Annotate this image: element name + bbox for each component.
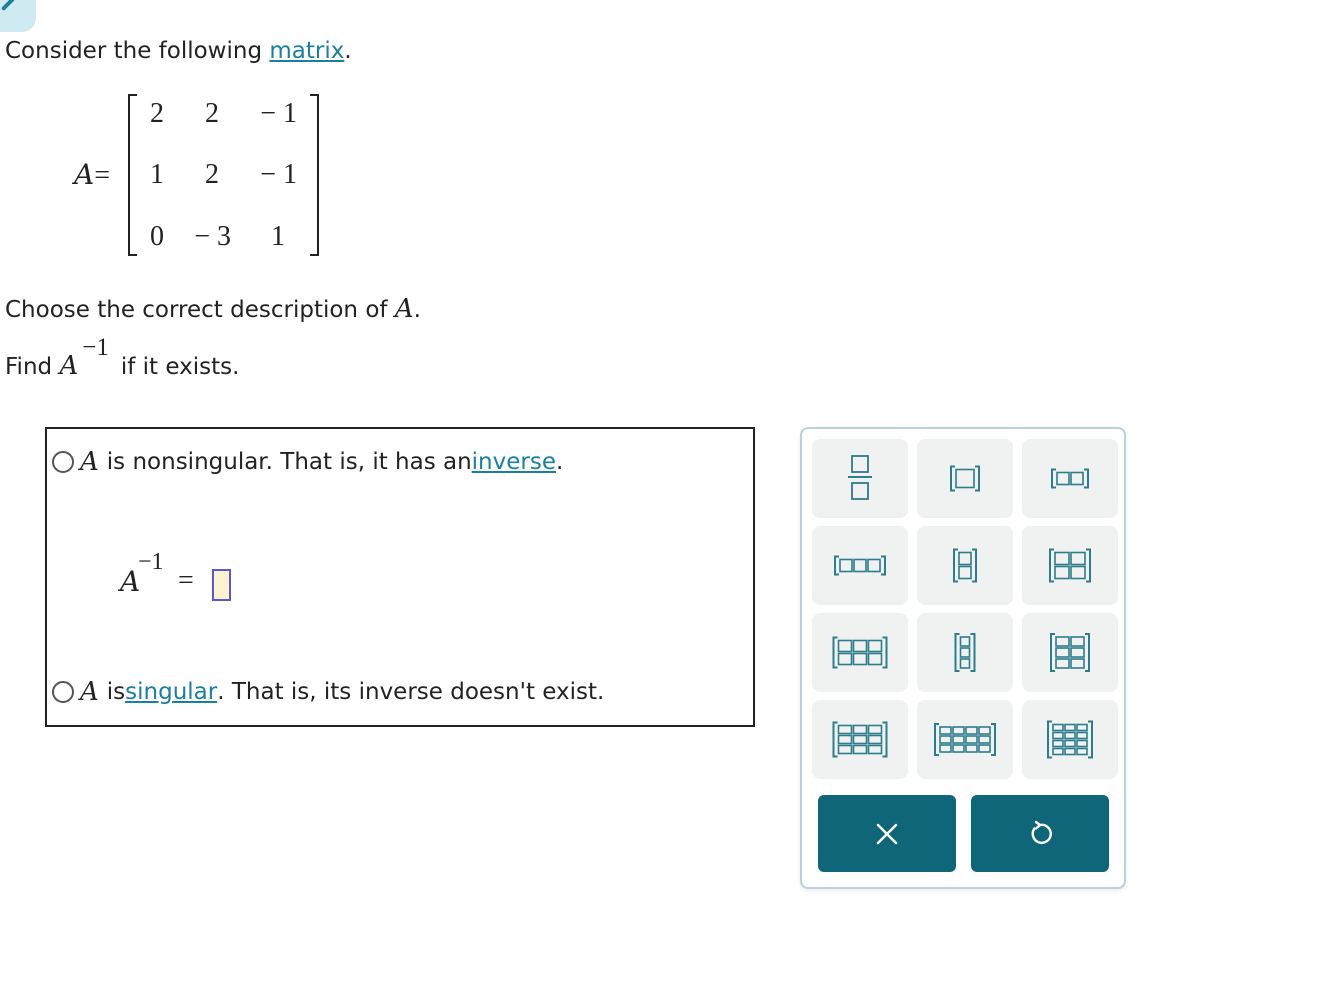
matrix-cell-r1c3: − 1 [260,98,297,129]
find-text [5,334,240,391]
palette-tool-fraction[interactable] [812,439,908,518]
matrix-2x2-icon [1022,526,1118,605]
inverse-sup: −1 [138,549,164,575]
matrix-cell-r3c1: 0 [150,221,164,252]
matrix-2x3-icon [812,613,908,692]
option-singular-var: A [80,677,99,707]
clear-button[interactable] [818,795,956,872]
choose-var: A [394,294,414,324]
matrix-1x1-icon [917,439,1013,518]
inverse-base: A [120,565,141,598]
matrix-cell-r2c1: 1 [150,159,164,190]
matrix-3x3-icon [812,700,908,779]
matrix-3x4-icon [917,700,1013,779]
option-singular-text: is [106,679,126,705]
choose-text-start: Choose the correct description of [5,297,395,323]
undo-button[interactable] [971,795,1109,872]
matrix-2x1-icon [917,526,1013,605]
palette-tool-matrix-2x3[interactable] [812,613,908,692]
palette-tool-matrix-3x1[interactable] [917,613,1013,692]
matrix-cell-r1c1: 2 [150,98,164,129]
palette-tool-matrix-1x3[interactable] [812,526,908,605]
pencil-icon[interactable] [0,0,36,32]
radio-nonsingular[interactable] [52,451,74,473]
matrix-cell-r2c3: − 1 [260,159,297,190]
palette-tool-matrix-3x4[interactable] [917,700,1013,779]
palette-tool-matrix-2x2[interactable] [1022,526,1118,605]
fraction-icon [812,439,908,518]
matrix-1x3-icon [812,526,908,605]
inverse-answer-input[interactable] [212,569,231,601]
palette-tool-matrix-2x1[interactable] [917,526,1013,605]
matrix-link[interactable]: matrix [269,38,345,64]
matrix-cell-r3c2: − 3 [194,221,231,252]
singular-link[interactable]: singular [125,679,218,705]
option-nonsingular-var: A [80,447,99,477]
intro-text [5,36,352,66]
palette-tool-matrix-3x3[interactable] [812,700,908,779]
option-nonsingular[interactable] [52,447,563,477]
palette-tool-matrix-4x3[interactable] [1022,700,1118,779]
matrix-cell-r1c2: 2 [205,98,219,129]
matrix-1x2-icon [1022,439,1118,518]
palette-tool-matrix-1x2[interactable] [1022,439,1118,518]
choose-text [5,294,421,325]
find-sup: −1 [82,334,109,361]
matrix-cell-r3c3: 1 [271,221,285,252]
option-singular[interactable] [52,677,604,707]
inverse-link[interactable]: inverse [471,449,556,475]
matrix-name: A [74,158,95,191]
radio-singular[interactable] [52,681,74,703]
matrix-3x2-icon [1022,613,1118,692]
option-nonsingular-period: . [556,449,564,475]
palette-tool-matrix-1x1[interactable] [917,439,1013,518]
matrix-3x1-icon [917,613,1013,692]
find-text-end: if it exists. [120,354,240,380]
matrix-right-bracket [310,94,319,256]
close-icon [872,819,902,849]
find-var: A [59,351,79,381]
undo-icon [1025,819,1055,849]
math-palette [800,427,1126,889]
matrix-4x3-icon [1022,700,1118,779]
inverse-equals: = [178,565,194,596]
matrix-equals: = [94,160,111,191]
intro-text-start: Consider the following [5,38,270,64]
choose-text-end: . [413,297,421,323]
intro-text-end: . [344,38,352,64]
find-text-start: Find [5,354,60,380]
answer-options-box [45,427,755,727]
option-singular-rest: . That is, its inverse doesn't exist. [217,679,605,705]
option-nonsingular-text: is nonsingular. That is, it has an [106,449,472,475]
matrix-cell-r2c2: 2 [205,159,219,190]
palette-tool-matrix-3x2[interactable] [1022,613,1118,692]
